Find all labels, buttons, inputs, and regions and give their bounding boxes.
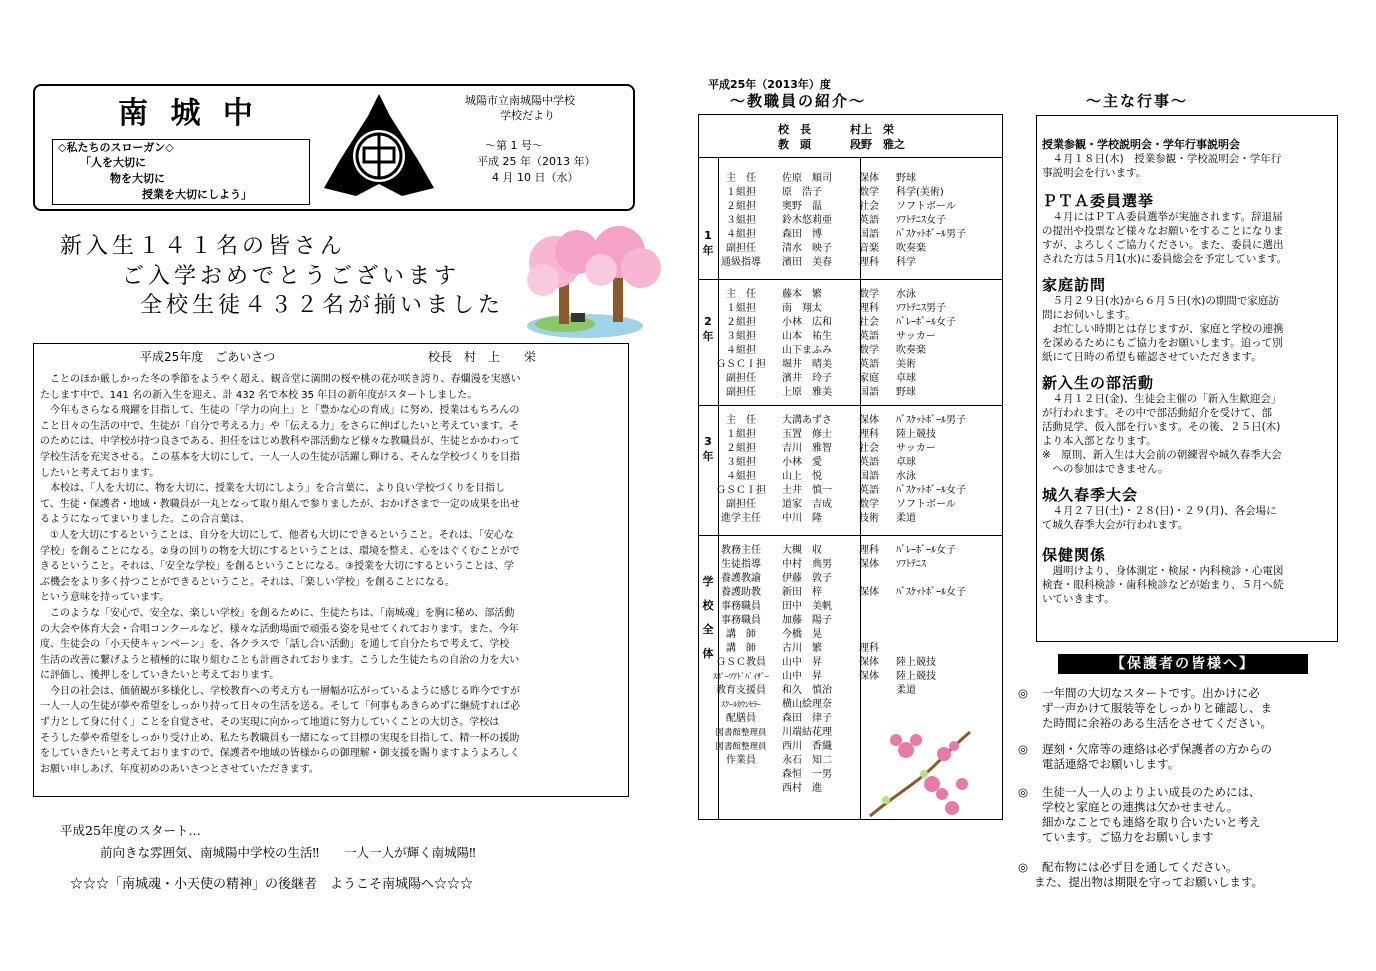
staff-role: １組担: [726, 187, 756, 198]
grade-label: 1 年: [702, 229, 714, 257]
staff-name: 今橋 晃: [782, 629, 822, 640]
staff-role: 事務職員: [721, 615, 761, 626]
staff-name: 田中 美帆: [782, 601, 832, 612]
staff-role: ＧＳＣ教員: [716, 657, 766, 668]
staff-row: [698, 512, 1003, 526]
staff-club: 卓球: [896, 457, 916, 468]
staff-club: 柔道: [896, 685, 916, 696]
greeting-line: ことのほか厳しかった冬の季節をようやく超え、観音堂に満開の桜や桃の花が咲き誇り、春爛漫を実感い: [40, 374, 521, 385]
welcome-line-3: 全校生徒４３２名が揃いました: [140, 293, 505, 318]
staff-subject: 国語: [859, 229, 879, 240]
greeting-line: 生活の改善に繋げようと積極的に取り組むことも計画されております。こうした生徒たちの自治の力を大い: [40, 654, 520, 666]
staff-title: ～教職員の紹介～: [730, 92, 867, 110]
staff-row: [698, 242, 1003, 256]
event-heading: 城久春季大会: [1042, 486, 1139, 504]
staff-role: ４組担: [726, 471, 756, 482]
staff-name: 山下まふみ: [782, 345, 832, 356]
staff-role: ｽｸｰﾙｶｳﾝｾﾗｰ: [721, 700, 761, 709]
greeting-line: 学校生活を充実させる。この基本を大切にして、一人一人の生徒が活躍し輝ける、そんな学校づくりを目指: [40, 451, 520, 463]
note-line: 学校と家庭との連携は欠かせません。: [1042, 800, 1239, 814]
event-line: への参加はできません。: [1042, 463, 1169, 475]
staff-name: 中村 典男: [782, 559, 832, 570]
staff-role: 講 師: [726, 643, 756, 654]
staff-name: 小林 愛: [782, 457, 822, 468]
staff-row: [698, 214, 1003, 228]
parent-note: [1018, 686, 1338, 731]
staff-row: [698, 344, 1003, 358]
note-line: ず一声かけて服装等をしっかりと確認し、ま: [1042, 701, 1272, 715]
event-line: ４月１８日(木) 授業参観・学校説明会・学年行: [1042, 153, 1282, 165]
staff-name: 加藤 陽子: [782, 615, 832, 626]
staff-role: 図書館整理員: [715, 742, 767, 752]
staff-subject: 社会: [859, 443, 879, 454]
note-line: 遅刻・欠席等の連絡は必ず保護者の方からの: [1042, 742, 1272, 756]
staff-role: 主 任: [726, 415, 756, 426]
staff-subject: 数学: [859, 499, 879, 510]
staff-role: ＧＳＣＩ担: [716, 359, 766, 370]
note-line: た時間に余裕のある生活をさせてください。: [1042, 716, 1272, 730]
event-line: が行われます。その中で部活動紹介を受けて、部: [1042, 407, 1272, 419]
staff-subject: 保体: [859, 657, 879, 668]
greeting-title: 平成25年度 ごあいさつ: [140, 350, 276, 364]
staff-name: 南 翔太: [782, 303, 822, 314]
parents-title: 【保護者の皆様へ】: [1058, 654, 1308, 674]
staff-subject: 技術: [859, 513, 879, 524]
staff-subject: 保体: [859, 587, 879, 598]
staff-club: サッカー: [896, 443, 936, 454]
principal-name: 村上 栄: [850, 123, 894, 136]
staff-row: [698, 698, 1003, 712]
staff-subject: 国語: [859, 387, 879, 398]
slogan-line-1: 「人を大切に: [80, 156, 146, 169]
staff-subject: 英語: [859, 485, 879, 496]
staff-name: 吉川 雅智: [782, 443, 832, 454]
staff-role: 事務職員: [721, 601, 761, 612]
staff-role: 生徒指導: [721, 559, 761, 570]
staff-subject: 保体: [859, 559, 879, 570]
staff-club: 野球: [896, 387, 916, 398]
staff-name: 和久 慎治: [782, 685, 832, 696]
staff-row: [698, 684, 1003, 698]
staff-club: 科学: [896, 257, 916, 268]
staff-subject: 理科: [859, 257, 879, 268]
staff-row: [698, 614, 1003, 628]
greeting-line: の大会や体育大会・合唱コンクールなど、様々な活動場面で頑張る姿を見せてくれております。また、今年: [40, 623, 519, 635]
staff-name: 大溝あずさ: [782, 415, 832, 426]
staff-row: [698, 172, 1003, 186]
staff-row: [698, 428, 1003, 442]
greeting-body: [40, 372, 626, 777]
staff-name: 土井 慎一: [782, 485, 832, 496]
staff-row: [698, 484, 1003, 498]
events-title: ～主な行事～: [1086, 92, 1189, 110]
staff-club: ﾊﾞｽｹｯﾄﾎﾞｰﾙ女子: [896, 587, 966, 598]
event-heading: 家庭訪問: [1042, 276, 1107, 294]
event-line: 活動見学、仮入部を行います。その後、２５日(木): [1042, 421, 1281, 433]
note-bullet-icon: ◎: [1018, 860, 1029, 874]
staff-role: ２組担: [726, 317, 756, 328]
event-line: の提出や投票など様々なお願いをすることになりま: [1042, 225, 1284, 237]
event-item: [1042, 137, 1334, 180]
parent-note: [1018, 742, 1338, 772]
staff-name: 玉置 修士: [782, 429, 832, 440]
staff-club: ﾊﾞﾚｰﾎﾞｰﾙ女子: [896, 545, 956, 556]
staff-name: 横山絵理奈: [782, 699, 832, 710]
greeting-line: 今年もさらなる飛躍を目指して、生徒の「学力の向上」と「豊かな心の育成」に努め、授業はもちろんの: [40, 405, 520, 417]
greeting-line: きるということ。それは、「安全な学校」を創るということになる。③授業を大切にするということは、学: [40, 561, 514, 573]
staff-name: 永石 知二: [782, 755, 832, 766]
staff-name: 川端結花理: [782, 727, 832, 738]
staff-role: 主 任: [726, 289, 756, 300]
staff-name: 上原 雅美: [782, 387, 832, 398]
event-line: ４月１２日(金)、生徒会主催の「新入生歓迎会」: [1042, 393, 1282, 405]
principal-role: 校 長: [778, 123, 811, 136]
staff-role: 作業員: [726, 755, 756, 766]
staff-role: 配膳員: [726, 713, 756, 724]
staff-subject: 理科: [859, 303, 879, 314]
greeting-line: 今日の社会は、価値観が多様化し、学校教育への考え方も一層幅が広がっているように感じる昨今ですが: [40, 685, 520, 697]
event-line: ※ 原則、新入生は大会前の朝練習や城久春季大会: [1042, 449, 1282, 461]
staff-club: 吹奏楽: [896, 345, 926, 356]
staff-subject: 英語: [859, 457, 879, 468]
staff-role: １組担: [726, 429, 756, 440]
event-line: 事説明会を行います。: [1042, 167, 1147, 179]
staff-name: 大槻 収: [782, 545, 822, 556]
staff-year-label: 平成25年（2013年）度: [708, 78, 831, 91]
vice-principal-name: 段野 雅之: [850, 138, 905, 151]
greeting-line: 学校」を創ることになる。②身の回りの物を大切にするということは、環境を整え、心をはぐくむことがで: [40, 545, 520, 557]
staff-club: 水泳: [896, 471, 916, 482]
staff-club: 柔道: [896, 513, 916, 524]
greeting-line: ぶ機会をより多く持つことができるということ。それは、「楽しい学校」を創ることになる。: [40, 576, 455, 588]
staff-subject: 社会: [859, 201, 879, 212]
school-emblem: [320, 90, 438, 202]
greeting-line: 本校は、「人を大切に、物を大切に、授業を大切にしよう」を合言葉に、より良い学校づくりを目指し: [40, 483, 505, 495]
staff-name: 藤本 繁: [782, 289, 822, 300]
staff-name: 堀井 晴美: [782, 359, 832, 370]
staff-club: ﾊﾞﾚｰﾎﾞｰﾙ女子: [896, 317, 956, 328]
slogan-line-2: 物を大切に: [110, 172, 165, 185]
staff-name: 西村 進: [782, 783, 822, 794]
staff-name: 森田 博: [782, 229, 822, 240]
staff-subject: 保体: [859, 415, 879, 426]
event-line: ４月にはＰＴＡ委員選挙が実施されます。辞退届: [1042, 211, 1283, 223]
staff-role: １組担: [726, 303, 756, 314]
greeting-line: たします中で、141 名の新入生を迎え、計 432 名で本校 35 年目の新年度がスタートしました。: [40, 389, 478, 401]
issue-date-year: 平成 25 年（2013 年）: [477, 155, 596, 168]
staff-subject: 数学: [859, 187, 879, 198]
staff-club: ﾊﾞｽｹｯﾄﾎﾞｰﾙ男子: [896, 229, 966, 240]
staff-name: 山上 悦: [782, 471, 822, 482]
staff-name: 森恒 一男: [782, 769, 832, 780]
staff-club: 陸上競技: [896, 657, 936, 668]
event-line: いていきます。: [1042, 593, 1115, 605]
staff-subject: 理科: [859, 429, 879, 440]
staff-name: 中川 隆: [782, 513, 822, 524]
staff-row: [698, 186, 1003, 200]
staff-subject: 数学: [859, 345, 879, 356]
staff-row: [698, 256, 1003, 270]
staff-club: ｿﾌﾄﾃﾆｽ: [896, 559, 926, 570]
staff-club: ｿﾌﾄﾃﾆｽ男子: [896, 303, 946, 314]
staff-subject: 英語: [859, 331, 879, 342]
issue-date-day: 4 月 10 日（水）: [492, 171, 579, 184]
greeting-line: のためには、中学校が持つ良さである、担任をはじめ教科や部活動など様々な教職員が、生徒とかかわって: [40, 436, 520, 448]
staff-role: ＧＳＣＩ担: [716, 485, 766, 496]
staff-row: [698, 288, 1003, 302]
staff-role: 養護教諭: [721, 573, 761, 584]
slogan-line-3: 授業を大切にしよう」: [142, 188, 252, 201]
flower-branch-illustration: [866, 724, 978, 820]
staff-row: [698, 558, 1003, 572]
school-name: 南 城 中: [118, 96, 259, 131]
greeting-line: お願い申しあげ、年度初めのあいさつとさせていただきます。: [40, 763, 319, 775]
staff-club: ソフトボール: [896, 201, 956, 212]
staff-role: ２組担: [726, 201, 756, 212]
staff-name: 伊藤 敦子: [782, 573, 832, 584]
staff-row: [698, 544, 1003, 558]
staff-role: 副担任: [726, 387, 756, 398]
note-bullet-icon: ◎: [1018, 785, 1029, 799]
staff-role: 講 師: [726, 629, 756, 640]
staff-name: 森田 律子: [782, 713, 832, 724]
event-line: お忙しい時期とは存じますが、家庭と学校の連携: [1042, 323, 1284, 335]
staff-role: ３組担: [726, 457, 756, 468]
grade-2-group: [698, 279, 1002, 406]
staff-role: 教務主任: [721, 545, 761, 556]
staff-subject: 数学: [859, 289, 879, 300]
greeting-line: という意味を持っています。: [40, 592, 170, 604]
staff-club: サッカー: [896, 331, 936, 342]
staff-role: ３組担: [726, 331, 756, 342]
publisher-line-1: 城陽市立南城陽中学校: [465, 94, 575, 107]
staff-club: 陸上競技: [896, 429, 936, 440]
staff-row: [698, 442, 1003, 456]
event-item: [1042, 192, 1334, 266]
staff-row: [698, 414, 1003, 428]
staff-subject: 理科: [859, 643, 879, 654]
staff-name: 古川 繁: [782, 643, 822, 654]
issue-number: ～第 1 号～: [485, 139, 543, 152]
staff-subject: 理科: [859, 545, 879, 556]
cherry-tree-illustration: [515, 222, 667, 340]
event-heading: ＰＴＡ委員選挙: [1042, 192, 1155, 210]
event-line: すが、よろしくご協力ください。また、委員に選出: [1042, 239, 1284, 251]
staff-role: 養護助教: [721, 587, 761, 598]
staff-role: 教育支援員: [716, 685, 766, 696]
staff-row: [698, 656, 1003, 670]
staff-row: [698, 642, 1003, 656]
staff-subject: 音楽: [859, 243, 879, 254]
greeting-author: 校長 村 上 栄: [428, 350, 537, 364]
staff-name: 清水 映子: [782, 243, 832, 254]
event-heading: 授業参観・学校説明会・学年行事説明会: [1042, 138, 1240, 151]
event-line: された方は５月1(水)に委員総会を予定しています。: [1042, 253, 1288, 265]
greeting-line: こと日々の生活の中で、生徒が「自分で考える力」や「伝える力」をさらに伸ばしたいと考えています。そ: [40, 420, 519, 432]
footer-line-3: ☆☆☆「南城魂・小天使の精神」の後継者 ようこそ南城陽へ☆☆☆: [70, 877, 474, 892]
event-line: 検査・眼科検診・歯科検診などが始まり、５月へ続: [1042, 579, 1284, 591]
greeting-line: るようになってまいりました。この合言葉は、: [40, 514, 250, 526]
staff-name: 山中 昇: [782, 671, 822, 682]
staff-club: ﾊﾞｽｹｯﾄﾎﾞｰﾙ男子: [896, 415, 966, 426]
staff-name: 小林 広和: [782, 317, 832, 328]
staff-club: 美術: [896, 359, 916, 370]
staff-row: [698, 330, 1003, 344]
staff-club: 野球: [896, 173, 916, 184]
staff-name: 原 浩子: [782, 187, 822, 198]
welcome-line-1: 新入生１４１名の皆さん: [60, 234, 347, 259]
staff-name: 山本 祐生: [782, 331, 832, 342]
staff-row: [698, 358, 1003, 372]
footer-line-2: 前向きな雰囲気、南城陽中学校の生活‼ 一人一人が輝く南城陽‼: [100, 845, 476, 860]
staff-club: 水泳: [896, 289, 916, 300]
note-line: また、提出物は期限を守ってお願いします。: [1034, 875, 1264, 889]
note-bullet-icon: ◎: [1018, 742, 1029, 756]
greeting-line: をしていきたいと考えておりますので、保護者や地域の皆様からの御理解・御支援を賜りますようよろしく: [40, 748, 520, 760]
event-line: ５月２９日(水)から６月５日(水)の期間で家庭訪: [1042, 295, 1279, 307]
staff-club: ソフトボール: [896, 499, 956, 510]
note-line: ています。ご協力をお願いします: [1042, 830, 1214, 844]
greeting-line: そうした夢や希望をしっかり受け止め、私たち教職員も一緒になって目標の実現を目指して、精一杯の援助: [40, 732, 520, 744]
staff-row: [698, 628, 1003, 642]
staff-name: 濱井 玲子: [782, 373, 832, 384]
staff-row: [698, 456, 1003, 470]
staff-role: ２組担: [726, 443, 756, 454]
staff-name: 西川 香織: [782, 741, 832, 752]
staff-subject: 社会: [859, 317, 879, 328]
grade-label: 学校全体: [702, 575, 714, 660]
event-heading: 保健関係: [1042, 546, 1107, 564]
parent-note: [1018, 860, 1338, 890]
event-line: より本入部となります。: [1042, 435, 1157, 447]
event-line: ４月２７日(土)・２８(日)・２９(月)、各会場に: [1042, 505, 1277, 517]
greeting-line: 度、生徒会の「小天使キャンペーン」を、各クラスで「話し合い活動」を通して自分たちで考えて、学校: [40, 639, 510, 651]
events-list: [1042, 137, 1334, 606]
slogan-title: ◇私たちのスローガン◇: [58, 141, 174, 154]
greeting-line: て、生徒・保護者・地域・教職員が一丸となって取り組んで参りましたが、おかげさまで一定の成果を出せ: [40, 498, 520, 510]
greeting-line: ず力として身に付く」ことを自覚させ、その実現に向かって地道に努力していくことの大切さ。学校は: [40, 717, 500, 729]
grade-label: 3 年: [702, 435, 714, 463]
staff-row: [698, 600, 1003, 614]
staff-role: ４組担: [726, 345, 756, 356]
staff-name: 鈴木悠莉亜: [782, 215, 832, 226]
footer-line-1: 平成25年度のスタート…: [60, 823, 201, 838]
note-line: 生徒一人一人のよりよい成長のためには、: [1042, 785, 1261, 799]
greeting-line: ①人を大切にするということは、自分を大切にして、他者も大切にできるということ。それは、「安心な: [40, 529, 514, 541]
staff-subject: 国語: [859, 471, 879, 482]
staff-role: 副担任: [726, 243, 756, 254]
staff-name: 濱田 美春: [782, 257, 832, 268]
vice-principal-role: 教 頭: [778, 138, 811, 151]
grade-3-group: [698, 405, 1002, 536]
staff-club: 吹奏楽: [896, 243, 926, 254]
staff-row: [698, 586, 1003, 600]
staff-row: [698, 200, 1003, 214]
staff-role: ３組担: [726, 215, 756, 226]
welcome-line-2: ご入学おめでとうございます: [122, 264, 461, 289]
greeting-line: に評価し、後押しをしていきたいと考えております。: [40, 670, 280, 682]
staff-role: ｽﾎﾟｰﾂｱﾄﾞﾊﾞｲｻﾞｰ: [713, 672, 769, 681]
staff-row: [698, 372, 1003, 386]
staff-role: 副担任: [726, 373, 756, 384]
note-line: 電話連絡でお願いします。: [1042, 757, 1180, 771]
event-line: 週明けより、身体測定・検尿・内科検診・心電図: [1042, 565, 1284, 577]
staff-name: 山中 昇: [782, 657, 822, 668]
note-line: 一年間の大切なスタートです。出かけに必: [1042, 686, 1260, 700]
staff-role: 主 任: [726, 173, 756, 184]
staff-row: [698, 572, 1003, 586]
grade-label: 2 年: [702, 315, 714, 343]
parent-note: [1018, 785, 1338, 845]
staff-name: 道家 吉成: [782, 499, 832, 510]
event-item: [1042, 546, 1334, 606]
staff-subject: 家庭: [859, 373, 879, 384]
note-line: 細かなことでも連絡を取り合いたいと考え: [1042, 815, 1261, 829]
event-line: を深めるためにもご協力をお願いします。追って別: [1042, 337, 1283, 349]
staff-row: [698, 470, 1003, 484]
note-bullet-icon: ◎: [1018, 686, 1029, 700]
staff-name: 新田 梓: [782, 587, 822, 598]
staff-role: 進学主任: [721, 513, 761, 524]
staff-subject: 保体: [859, 173, 879, 184]
staff-row: [698, 670, 1003, 684]
staff-name: 佐原 順司: [782, 173, 832, 184]
event-item: [1042, 486, 1334, 532]
staff-subject: 英語: [859, 215, 879, 226]
staff-row: [698, 228, 1003, 242]
staff-club: 科学(美術): [896, 187, 944, 198]
staff-row: [698, 316, 1003, 330]
staff-role: 図書館整理員: [715, 728, 767, 738]
event-item: [1042, 374, 1334, 476]
staff-row: [698, 302, 1003, 316]
event-line: 問にお伺いします。: [1042, 309, 1136, 321]
greeting-line: このような「安心で、安全な、楽しい学校」を創るために、生徒たちは、「南城魂」を胸に秘め、部活動: [40, 607, 515, 619]
staff-role: 通級指導: [721, 257, 761, 268]
staff-name: 奥野 温: [782, 201, 822, 212]
staff-club: ﾊﾞｽｹｯﾄﾎﾞｰﾙ女子: [896, 485, 966, 496]
staff-club: 卓球: [896, 373, 916, 384]
note-line: 配布物には必ず目を通してください。: [1042, 860, 1238, 874]
grade-1-group: [698, 157, 1002, 280]
event-line: 紙にて日時の希望も確認させていただきます。: [1042, 351, 1262, 363]
greeting-line: 一人一人の生徒が夢や希望をしっかり持って日々の生活を送る。そして「何事もあきらめずに継続すれば必: [40, 701, 520, 713]
event-line: て城久春季大会が行われます。: [1042, 519, 1189, 531]
staff-role: 副担任: [726, 499, 756, 510]
publisher-line-2: 学校だより: [500, 109, 555, 122]
staff-club: 陸上競技: [896, 671, 936, 682]
staff-row: [698, 386, 1003, 400]
staff-subject: 保体: [859, 671, 879, 682]
staff-subject: 英語: [859, 359, 879, 370]
event-heading: 新入生の部活動: [1042, 374, 1155, 392]
greeting-line: したいと考えております。: [40, 467, 160, 479]
staff-role: ４組担: [726, 229, 756, 240]
staff-club: ｿﾌﾄﾃﾆｽ女子: [896, 215, 946, 226]
staff-row: [698, 498, 1003, 512]
event-item: [1042, 276, 1334, 364]
